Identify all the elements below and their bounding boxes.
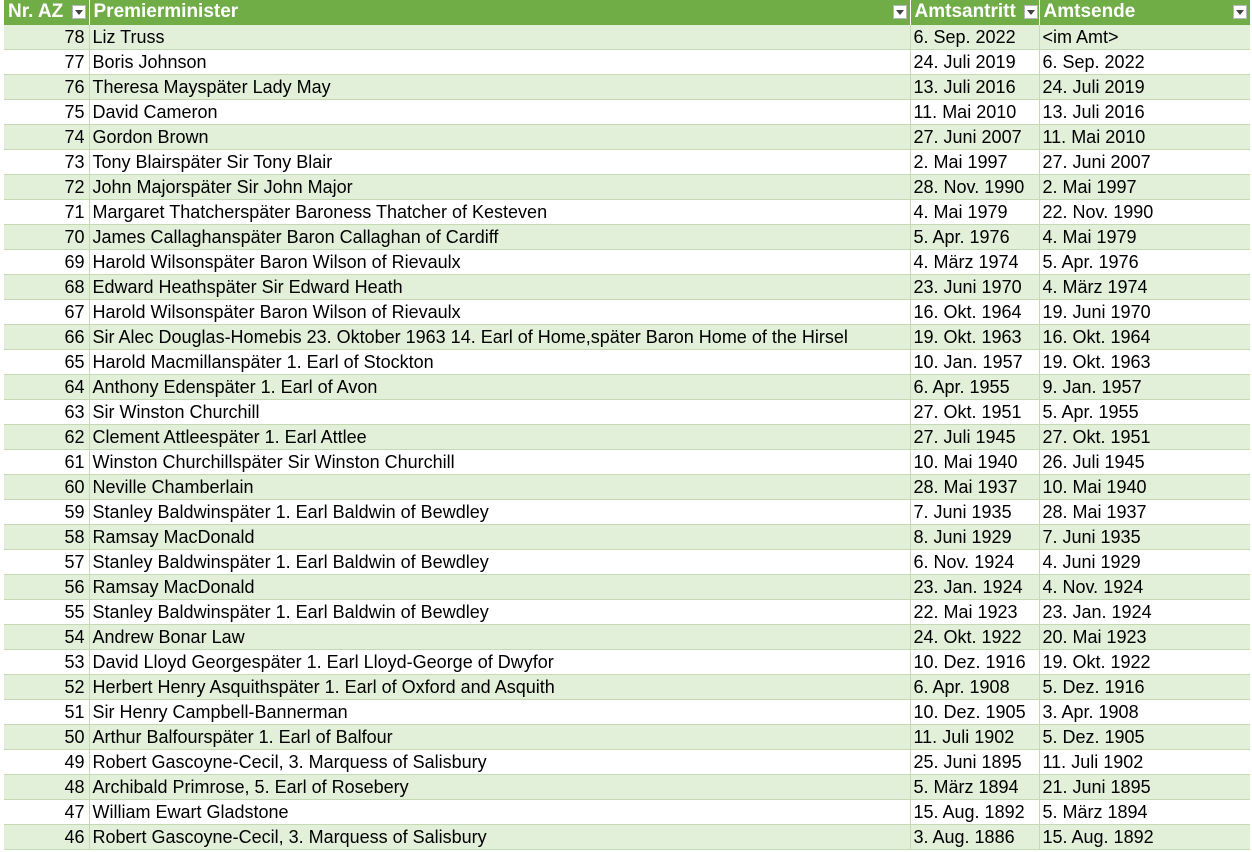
cell-nr[interactable]: 69 [4, 250, 89, 275]
table-row [4, 650, 1250, 675]
cell-amtsende[interactable]: 20. Mai 1923 [1039, 625, 1250, 650]
column-header-amtsende[interactable] [1039, 0, 1250, 25]
cell-amtsantritt[interactable]: 23. Jan. 1924 [910, 575, 1039, 600]
column-header-premierminister-label: Premierminister [93, 1, 239, 23]
table-row [4, 475, 1250, 500]
cell-premierminister[interactable]: David Lloyd Georgespäter 1. Earl Lloyd-George of Dwyfor [89, 650, 910, 675]
cell-amtsantritt[interactable]: 5. März 1894 [910, 775, 1039, 800]
cell-nr[interactable]: 67 [4, 300, 89, 325]
cell-nr[interactable]: 54 [4, 625, 89, 650]
cell-nr[interactable]: 70 [4, 225, 89, 250]
cell-amtsende[interactable]: 6. Sep. 2022 [1039, 50, 1250, 75]
cell-nr[interactable]: 65 [4, 350, 89, 375]
cell-nr[interactable]: 63 [4, 400, 89, 425]
cell-amtsantritt[interactable]: 27. Juli 1945 [910, 425, 1039, 450]
table-row [4, 750, 1250, 775]
cell-amtsende[interactable]: 16. Okt. 1964 [1039, 325, 1250, 350]
cell-premierminister[interactable]: David Cameron [89, 100, 910, 125]
cell-premierminister[interactable]: Sir Alec Douglas-Homebis 23. Oktober 1963 14. Earl of Home,später Baron Home of the Hirsel [89, 325, 910, 350]
cell-amtsantritt[interactable]: 10. Dez. 1905 [910, 700, 1039, 725]
cell-amtsende[interactable]: 10. Mai 1940 [1039, 475, 1250, 500]
cell-nr[interactable]: 53 [4, 650, 89, 675]
cell-amtsantritt[interactable]: 11. Juli 1902 [910, 725, 1039, 750]
cell-premierminister[interactable]: Arthur Balfourspäter 1. Earl of Balfour [89, 725, 910, 750]
cell-amtsende[interactable]: 5. Dez. 1905 [1039, 725, 1250, 750]
table-row [4, 450, 1250, 475]
cell-amtsantritt[interactable]: 24. Juli 2019 [910, 50, 1039, 75]
cell-amtsende[interactable]: 11. Mai 2010 [1039, 125, 1250, 150]
column-header-amtsantritt[interactable] [910, 0, 1039, 25]
prime-ministers-table [4, 0, 1250, 850]
cell-premierminister[interactable]: Harold Wilsonspäter Baron Wilson of Rievaulx [89, 250, 910, 275]
column-header-nr-label: Nr. AZ [8, 1, 64, 23]
cell-amtsende[interactable]: 5. Apr. 1976 [1039, 250, 1250, 275]
cell-premierminister[interactable]: Sir Winston Churchill [89, 400, 910, 425]
cell-amtsende[interactable]: 2. Mai 1997 [1039, 175, 1250, 200]
cell-amtsantritt[interactable]: 4. Mai 1979 [910, 200, 1039, 225]
cell-amtsantritt[interactable]: 4. März 1974 [910, 250, 1039, 275]
cell-amtsende[interactable]: 15. Aug. 1892 [1039, 825, 1250, 850]
table-row [4, 125, 1250, 150]
cell-nr[interactable]: 51 [4, 700, 89, 725]
cell-nr[interactable]: 57 [4, 550, 89, 575]
cell-nr[interactable]: 78 [4, 25, 89, 50]
cell-amtsantritt[interactable]: 13. Juli 2016 [910, 75, 1039, 100]
cell-amtsantritt[interactable]: 10. Jan. 1957 [910, 350, 1039, 375]
cell-premierminister[interactable]: Winston Churchillspäter Sir Winston Churchill [89, 450, 910, 475]
cell-amtsantritt[interactable]: 6. Apr. 1908 [910, 675, 1039, 700]
spreadsheet-table-container [4, 0, 1252, 850]
table-row [4, 50, 1250, 75]
cell-amtsantritt[interactable]: 6. Apr. 1955 [910, 375, 1039, 400]
table-body [4, 25, 1250, 850]
table-row [4, 625, 1250, 650]
table-row [4, 375, 1250, 400]
cell-premierminister[interactable]: Harold Macmillanspäter 1. Earl of Stockton [89, 350, 910, 375]
filter-dropdown-icon[interactable] [893, 5, 907, 19]
cell-nr[interactable]: 49 [4, 750, 89, 775]
header-row [4, 0, 1250, 25]
cell-amtsantritt[interactable]: 16. Okt. 1964 [910, 300, 1039, 325]
cell-premierminister[interactable]: Boris Johnson [89, 50, 910, 75]
cell-premierminister[interactable]: Robert Gascoyne-Cecil, 3. Marquess of Salisbury [89, 825, 910, 850]
table-row [4, 275, 1250, 300]
cell-nr[interactable]: 58 [4, 525, 89, 550]
cell-amtsende[interactable]: 28. Mai 1937 [1039, 500, 1250, 525]
cell-amtsantritt[interactable]: 25. Juni 1895 [910, 750, 1039, 775]
cell-amtsende[interactable]: 22. Nov. 1990 [1039, 200, 1250, 225]
cell-premierminister[interactable]: Harold Wilsonspäter Baron Wilson of Rievaulx [89, 300, 910, 325]
cell-amtsantritt[interactable]: 27. Juni 2007 [910, 125, 1039, 150]
table-row [4, 400, 1250, 425]
cell-premierminister[interactable]: Andrew Bonar Law [89, 625, 910, 650]
cell-premierminister[interactable]: Ramsay MacDonald [89, 575, 910, 600]
cell-premierminister[interactable]: Anthony Edenspäter 1. Earl of Avon [89, 375, 910, 400]
cell-nr[interactable]: 59 [4, 500, 89, 525]
cell-amtsende[interactable]: 27. Okt. 1951 [1039, 425, 1250, 450]
cell-nr[interactable]: 72 [4, 175, 89, 200]
cell-nr[interactable]: 77 [4, 50, 89, 75]
cell-amtsantritt[interactable]: 3. Aug. 1886 [910, 825, 1039, 850]
cell-amtsantritt[interactable]: 27. Okt. 1951 [910, 400, 1039, 425]
table-row [4, 175, 1250, 200]
table-row [4, 200, 1250, 225]
column-header-amtsantritt-label: Amtsantritt [914, 1, 1016, 23]
cell-amtsende[interactable]: 4. Mai 1979 [1039, 225, 1250, 250]
cell-amtsende[interactable]: 4. Nov. 1924 [1039, 575, 1250, 600]
cell-nr[interactable]: 62 [4, 425, 89, 450]
cell-amtsantritt[interactable]: 11. Mai 2010 [910, 100, 1039, 125]
table-row [4, 150, 1250, 175]
cell-premierminister[interactable]: Ramsay MacDonald [89, 525, 910, 550]
cell-nr[interactable]: 46 [4, 825, 89, 850]
cell-amtsantritt[interactable]: 10. Dez. 1916 [910, 650, 1039, 675]
cell-amtsende[interactable]: 21. Juni 1895 [1039, 775, 1250, 800]
cell-amtsende[interactable]: 19. Okt. 1922 [1039, 650, 1250, 675]
cell-premierminister[interactable]: Neville Chamberlain [89, 475, 910, 500]
cell-amtsantritt[interactable]: 5. Apr. 1976 [910, 225, 1039, 250]
cell-amtsantritt[interactable]: 28. Mai 1937 [910, 475, 1039, 500]
cell-amtsantritt[interactable]: 22. Mai 1923 [910, 600, 1039, 625]
cell-nr[interactable]: 60 [4, 475, 89, 500]
cell-amtsende[interactable]: 5. Dez. 1916 [1039, 675, 1250, 700]
cell-premierminister[interactable]: William Ewart Gladstone [89, 800, 910, 825]
column-header-premierminister[interactable] [89, 0, 910, 25]
cell-amtsantritt[interactable]: 23. Juni 1970 [910, 275, 1039, 300]
filter-dropdown-icon[interactable] [1233, 5, 1247, 19]
cell-amtsende[interactable]: 7. Juni 1935 [1039, 525, 1250, 550]
cell-premierminister[interactable]: Robert Gascoyne-Cecil, 3. Marquess of Salisbury [89, 750, 910, 775]
cell-nr[interactable]: 73 [4, 150, 89, 175]
cell-nr[interactable]: 48 [4, 775, 89, 800]
table-row [4, 350, 1250, 375]
table-row [4, 500, 1250, 525]
cell-nr[interactable]: 52 [4, 675, 89, 700]
table-row [4, 250, 1250, 275]
table-row [4, 550, 1250, 575]
cell-premierminister[interactable]: Liz Truss [89, 25, 910, 50]
cell-amtsende[interactable]: 26. Juli 1945 [1039, 450, 1250, 475]
cell-amtsende[interactable]: 13. Juli 2016 [1039, 100, 1250, 125]
cell-amtsantritt[interactable]: 6. Nov. 1924 [910, 550, 1039, 575]
cell-amtsantritt[interactable]: 2. Mai 1997 [910, 150, 1039, 175]
cell-amtsantritt[interactable]: 7. Juni 1935 [910, 500, 1039, 525]
cell-amtsantritt[interactable]: 10. Mai 1940 [910, 450, 1039, 475]
cell-premierminister[interactable]: Stanley Baldwinspäter 1. Earl Baldwin of Bewdley [89, 600, 910, 625]
cell-amtsantritt[interactable]: 28. Nov. 1990 [910, 175, 1039, 200]
table-row [4, 775, 1250, 800]
cell-premierminister[interactable]: Herbert Henry Asquithspäter 1. Earl of Oxford and Asquith [89, 675, 910, 700]
cell-nr[interactable]: 47 [4, 800, 89, 825]
cell-premierminister[interactable]: Margaret Thatcherspäter Baroness Thatcher of Kesteven [89, 200, 910, 225]
table-row [4, 425, 1250, 450]
cell-amtsende[interactable]: 5. Apr. 1955 [1039, 400, 1250, 425]
cell-amtsantritt[interactable]: 15. Aug. 1892 [910, 800, 1039, 825]
table-row [4, 800, 1250, 825]
column-header-nr[interactable] [4, 0, 89, 25]
cell-amtsantritt[interactable]: 19. Okt. 1963 [910, 325, 1039, 350]
table-row [4, 700, 1250, 725]
cell-nr[interactable]: 68 [4, 275, 89, 300]
filter-dropdown-icon[interactable] [1024, 5, 1038, 19]
cell-premierminister[interactable]: John Majorspäter Sir John Major [89, 175, 910, 200]
cell-amtsende[interactable]: 11. Juli 1902 [1039, 750, 1250, 775]
table-row [4, 75, 1250, 100]
table-row [4, 575, 1250, 600]
cell-nr[interactable]: 71 [4, 200, 89, 225]
cell-premierminister[interactable]: Gordon Brown [89, 125, 910, 150]
cell-premierminister[interactable]: Edward Heathspäter Sir Edward Heath [89, 275, 910, 300]
cell-premierminister[interactable]: Stanley Baldwinspäter 1. Earl Baldwin of Bewdley [89, 500, 910, 525]
table-row [4, 525, 1250, 550]
cell-amtsende[interactable]: 23. Jan. 1924 [1039, 600, 1250, 625]
table-row [4, 325, 1250, 350]
table-row [4, 225, 1250, 250]
cell-nr[interactable]: 75 [4, 100, 89, 125]
cell-amtsende[interactable]: 5. März 1894 [1039, 800, 1250, 825]
column-header-amtsende-label: Amtsende [1043, 1, 1136, 23]
cell-amtsende[interactable]: 3. Apr. 1908 [1039, 700, 1250, 725]
table-row [4, 675, 1250, 700]
cell-premierminister[interactable]: Stanley Baldwinspäter 1. Earl Baldwin of Bewdley [89, 550, 910, 575]
cell-nr[interactable]: 55 [4, 600, 89, 625]
cell-nr[interactable]: 66 [4, 325, 89, 350]
cell-amtsantritt[interactable]: 24. Okt. 1922 [910, 625, 1039, 650]
table-row [4, 725, 1250, 750]
cell-premierminister[interactable]: Sir Henry Campbell-Bannerman [89, 700, 910, 725]
cell-amtsantritt[interactable]: 6. Sep. 2022 [910, 25, 1039, 50]
table-row [4, 100, 1250, 125]
cell-nr[interactable]: 50 [4, 725, 89, 750]
cell-amtsende[interactable]: 4. Juni 1929 [1039, 550, 1250, 575]
table-row [4, 300, 1250, 325]
cell-amtsende[interactable]: 24. Juli 2019 [1039, 75, 1250, 100]
cell-amtsende[interactable]: 9. Jan. 1957 [1039, 375, 1250, 400]
cell-amtsantritt[interactable]: 8. Juni 1929 [910, 525, 1039, 550]
cell-nr[interactable]: 56 [4, 575, 89, 600]
table-row [4, 600, 1250, 625]
cell-amtsende[interactable]: 27. Juni 2007 [1039, 150, 1250, 175]
cell-amtsende[interactable]: 19. Juni 1970 [1039, 300, 1250, 325]
table-row [4, 825, 1250, 850]
cell-premierminister[interactable]: Tony Blairspäter Sir Tony Blair [89, 150, 910, 175]
filter-dropdown-icon[interactable] [72, 5, 86, 19]
cell-amtsende[interactable]: <im Amt> [1039, 25, 1250, 50]
cell-premierminister[interactable]: Theresa Mayspäter Lady May [89, 75, 910, 100]
cell-nr[interactable]: 64 [4, 375, 89, 400]
cell-amtsende[interactable]: 19. Okt. 1963 [1039, 350, 1250, 375]
cell-premierminister[interactable]: Clement Attleespäter 1. Earl Attlee [89, 425, 910, 450]
cell-premierminister[interactable]: Archibald Primrose, 5. Earl of Rosebery [89, 775, 910, 800]
table-row [4, 25, 1250, 50]
cell-nr[interactable]: 74 [4, 125, 89, 150]
cell-amtsende[interactable]: 4. März 1974 [1039, 275, 1250, 300]
cell-nr[interactable]: 76 [4, 75, 89, 100]
cell-nr[interactable]: 61 [4, 450, 89, 475]
cell-premierminister[interactable]: James Callaghanspäter Baron Callaghan of Cardiff [89, 225, 910, 250]
